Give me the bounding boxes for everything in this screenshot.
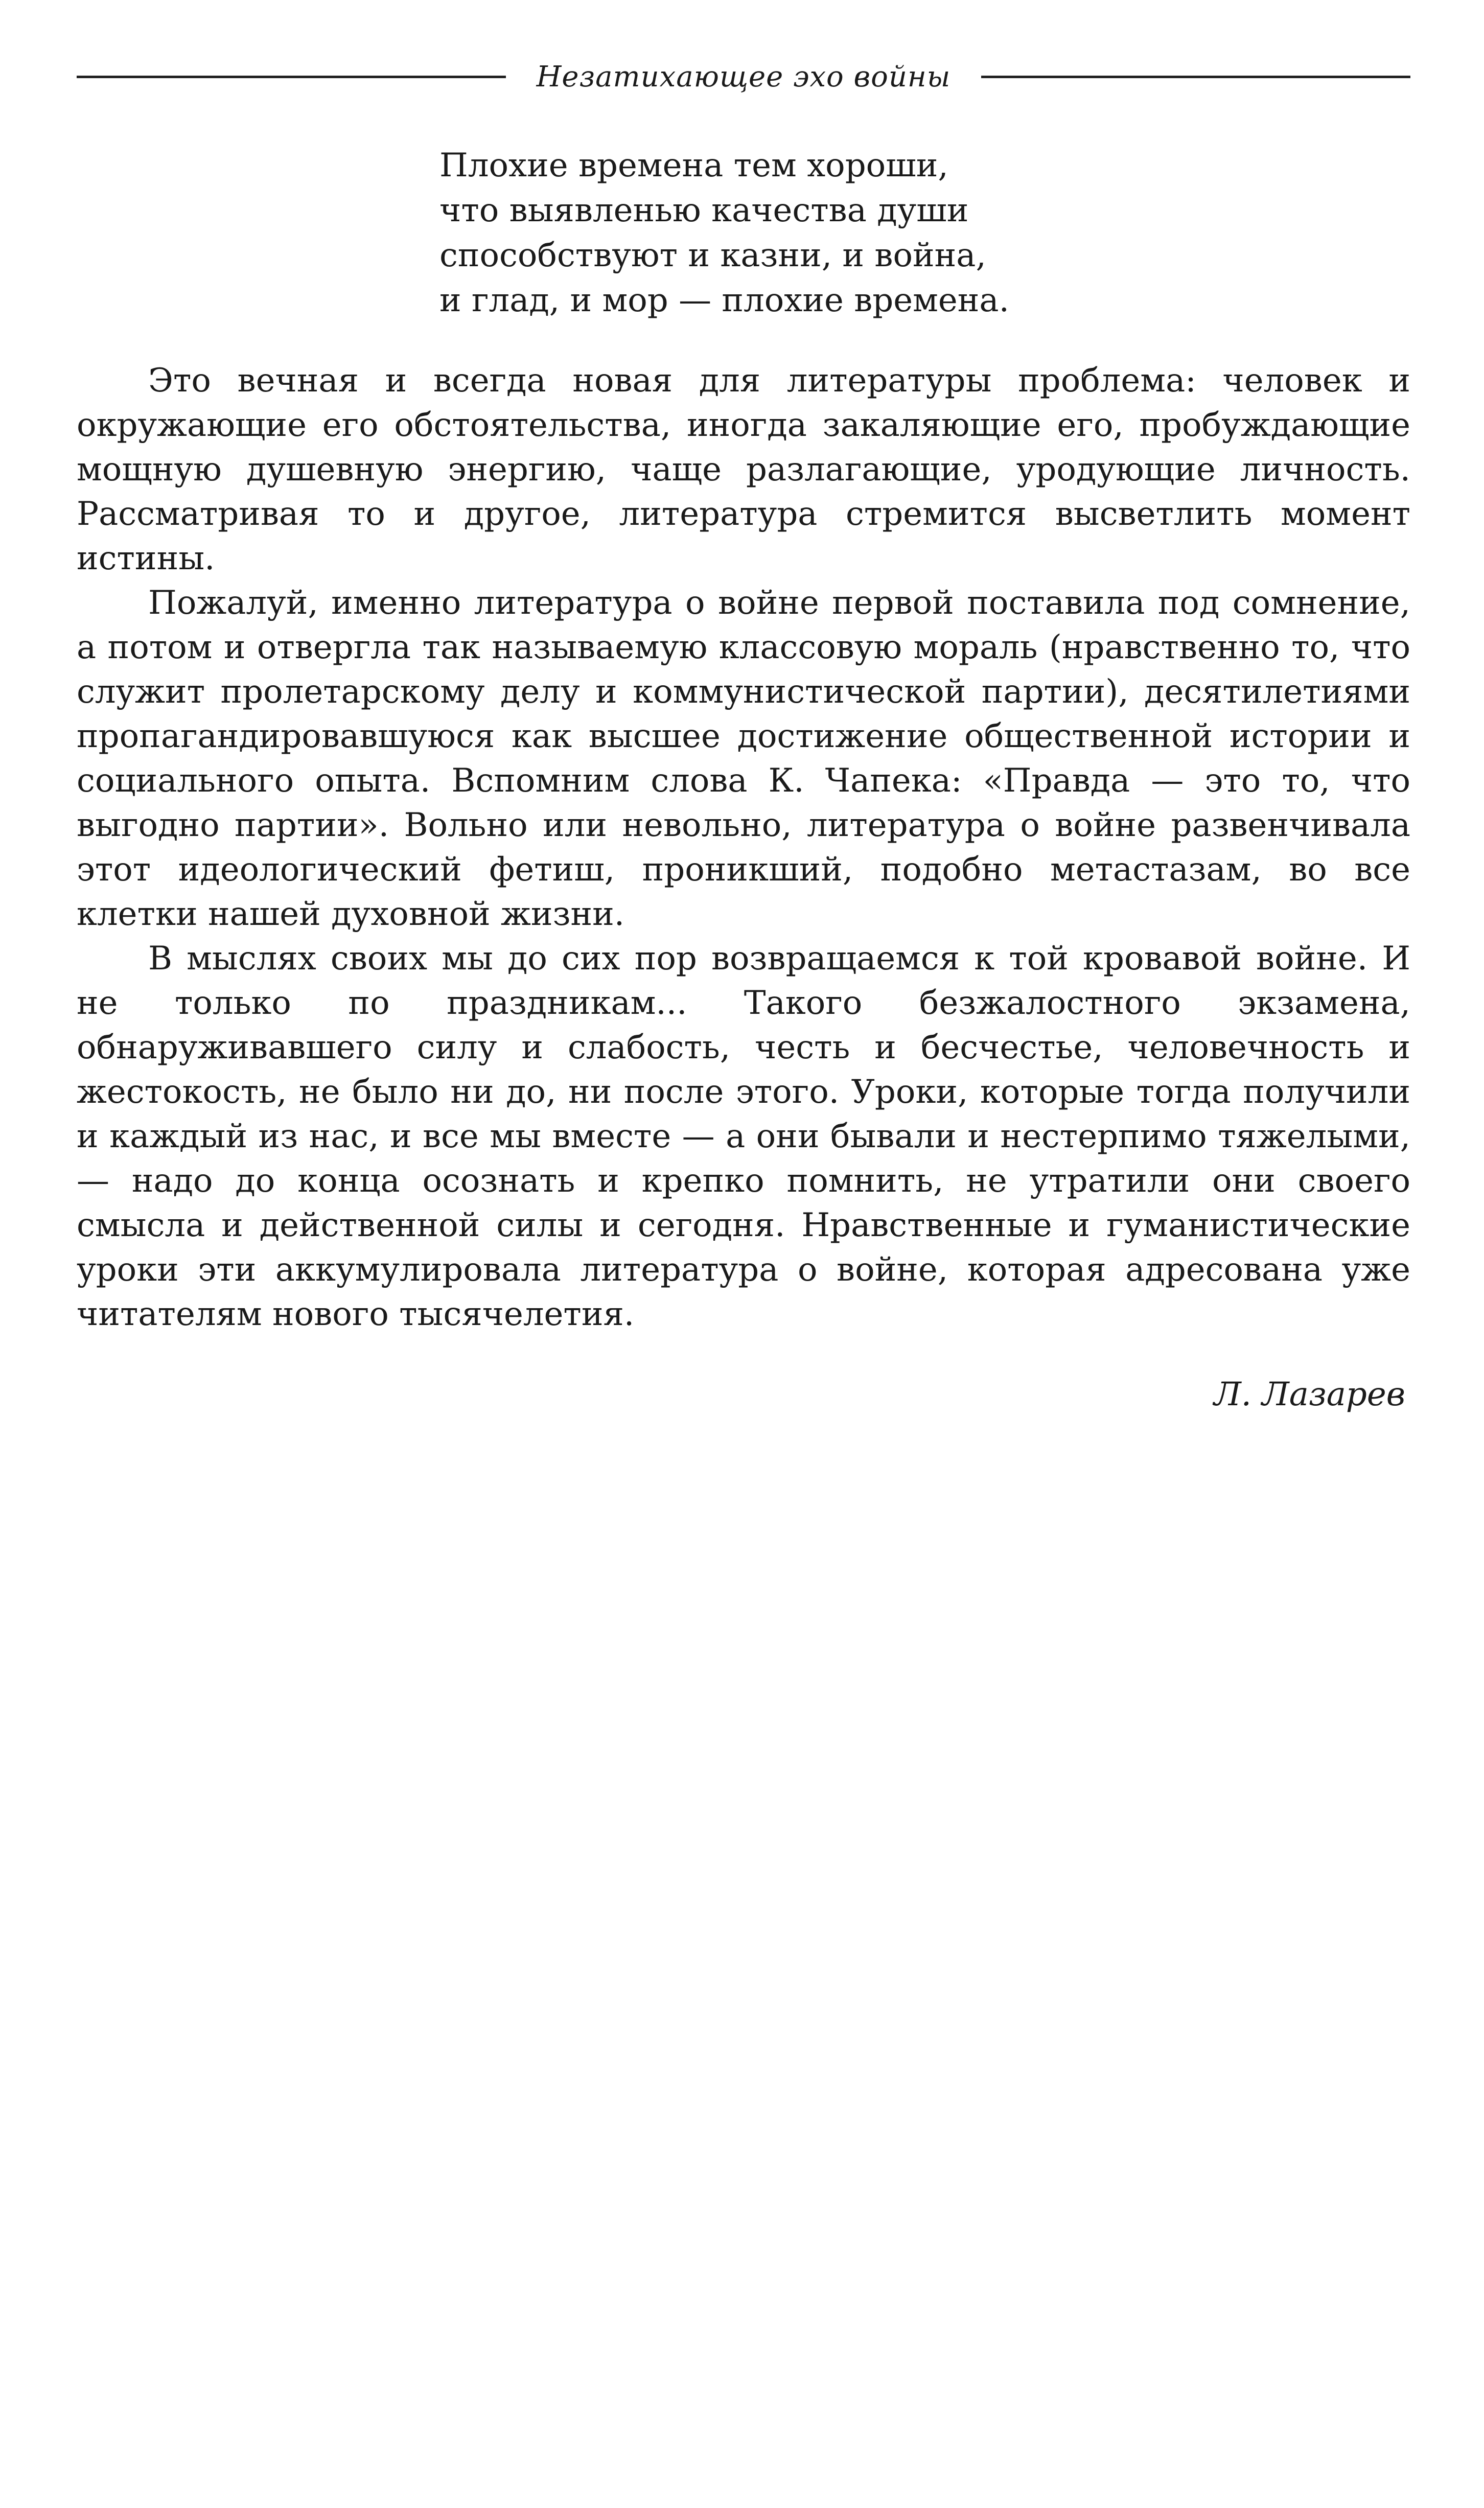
epigraph [439,143,1410,323]
epigraph-line: что выявленью качества души [439,192,969,229]
epigraph-line: и глад, и мор — плохие времена. [439,282,1009,319]
paragraph: Это вечная и всегда новая для литературы проблема: человек и окружающие его обстоятельства, иногда закаляющие его, пробуждающие мощную душевную энергию, чаще разлагающие, уродующие личность. Рассматривая то и другое, литература стремится высветлить момент истины. [77,362,1410,577]
running-title: Незатихающее эхо войны [536,60,951,94]
epigraph-line: способствуют и казни, и война, [439,237,986,274]
author-signature: Л. Лазарев [1214,1376,1405,1413]
paragraph: Пожалуй, именно литература о войне первой поставила под сомнение, а потом и отвергла так называемую классовую мораль (нравственно то, что служит пролетарскому делу и коммунистической партии), десятилетиями пропагандировавшуюся как высшее достижение общественной истории и социального опыта. Вспомним слова К. Чапека: «Правда — это то, что выгодно партии». Вольно или невольно, литература о войне развенчивала этот идеологический фетиш, проникший, подобно метастазам, во все клетки нашей духовной жизни. [77,584,1410,933]
page [77,56,1410,1417]
header-rule-left [77,76,506,78]
body-text [77,359,1410,1337]
running-header [77,56,1410,97]
paragraph: В мыслях своих мы до сих пор возвращаемся к той кровавой войне. И не только по праздникам... Такого безжалостного экзамена, обнаруживавшего силу и слабость, честь и бесчестье, человечность и жестокость, не было ни до, ни после этого. Уроки, которые тогда получили и каждый из нас, и все мы вместе — а они бывали и нестерпимо тяжелыми, — надо до конца осознать и крепко помнить, не утратили они своего смысла и действенной силы и сегодня. Нравственные и гуманистические уроки эти аккумулировала литература о войне, которая адресована уже читателям нового тысячелетия. [77,940,1410,1333]
epigraph-line: Плохие времена тем хороши, [439,147,948,184]
header-rule-right [981,76,1410,78]
